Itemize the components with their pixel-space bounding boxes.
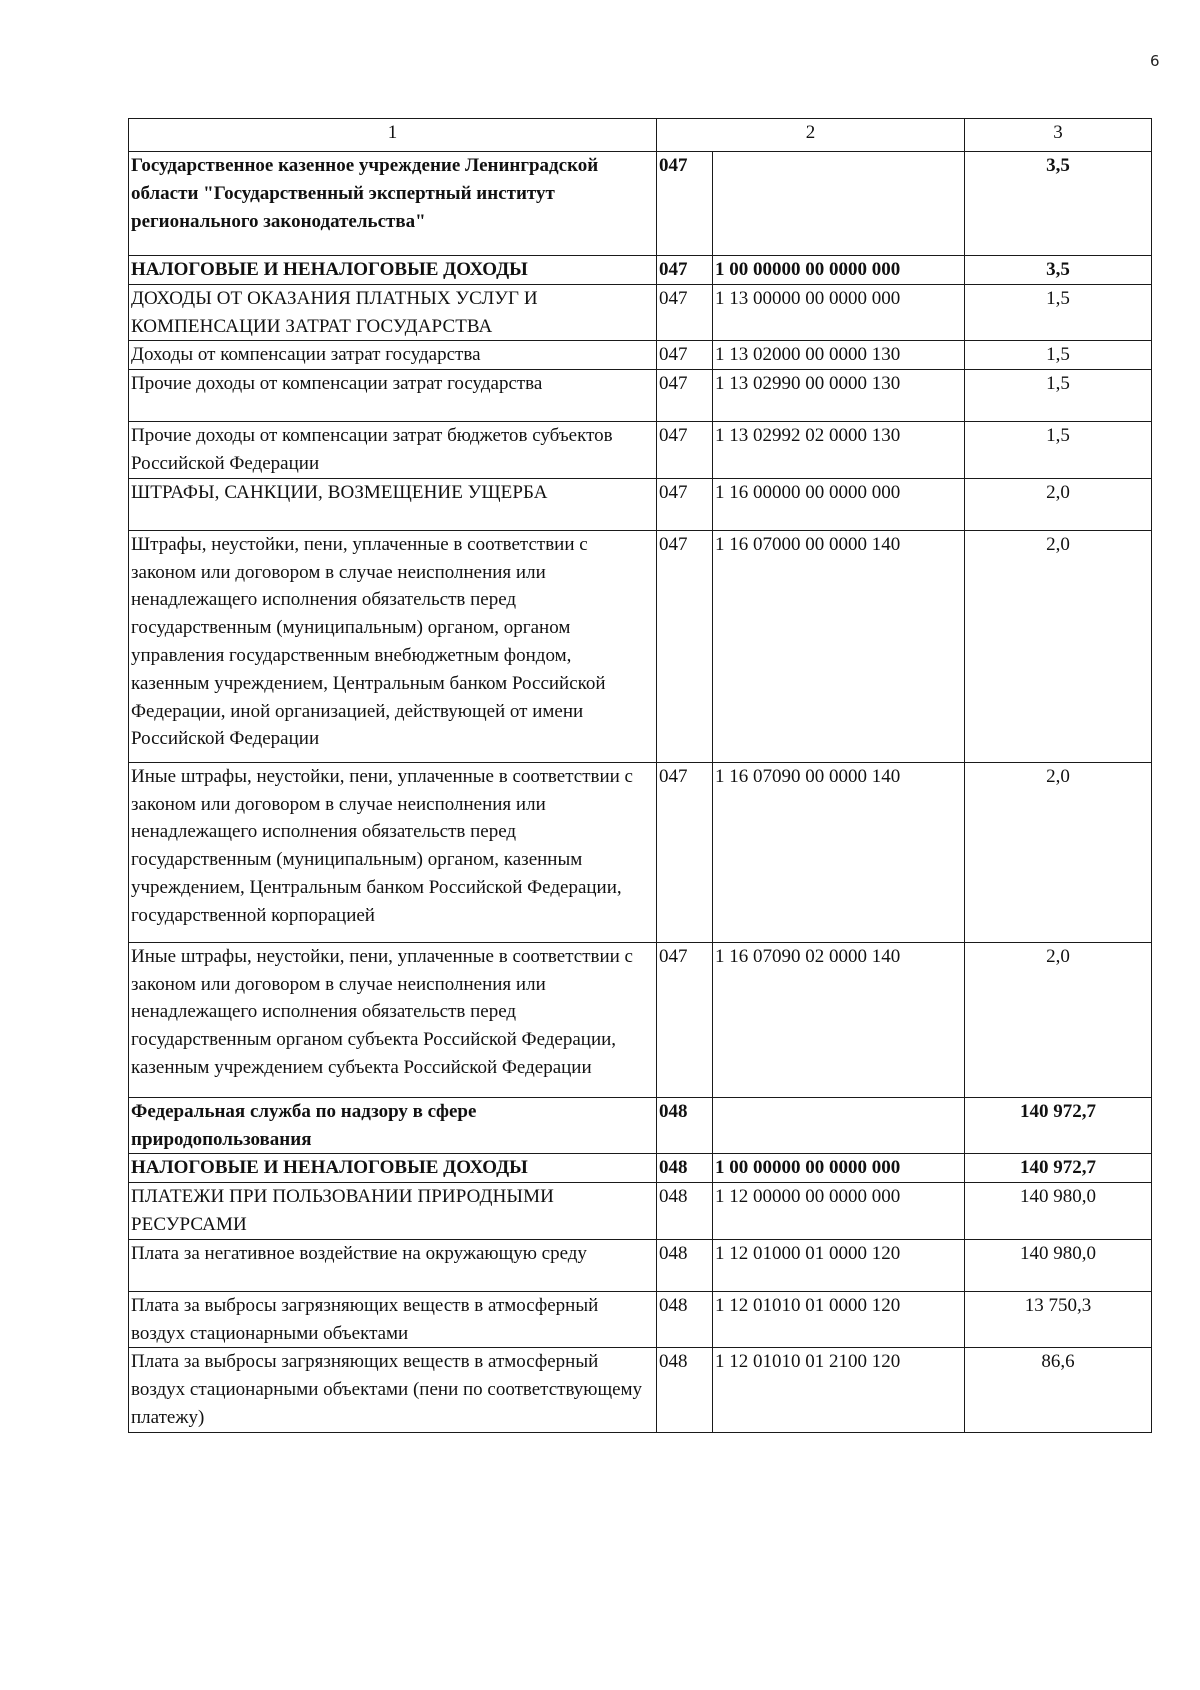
budget-classification-code-cell	[713, 1097, 965, 1154]
page-number: 6	[1150, 52, 1160, 70]
table-row	[129, 478, 1152, 530]
column-header-1: 1	[129, 119, 657, 152]
administrator-code-cell: 047	[657, 478, 713, 530]
table-row	[129, 942, 1152, 1097]
administrator-code-cell: 048	[657, 1097, 713, 1154]
amount-cell: 2,0	[965, 478, 1152, 530]
amount-cell: 140 980,0	[965, 1239, 1152, 1291]
table-row	[129, 284, 1152, 341]
budget-classification-code-cell: 1 13 02992 02 0000 130	[713, 422, 965, 479]
column-header-2: 2	[657, 119, 965, 152]
amount-cell: 2,0	[965, 530, 1152, 762]
table-row	[129, 1097, 1152, 1154]
administrator-code-cell: 047	[657, 942, 713, 1097]
budget-classification-code-cell: 1 16 07090 00 0000 140	[713, 762, 965, 942]
amount-cell: 1,5	[965, 370, 1152, 422]
budget-classification-code-cell: 1 00 00000 00 0000 000	[713, 1154, 965, 1183]
revenue-table	[128, 118, 1152, 1433]
amount-cell: 13 750,3	[965, 1291, 1152, 1348]
budget-classification-code-cell: 1 13 02990 00 0000 130	[713, 370, 965, 422]
budget-classification-code-cell: 1 12 01010 01 0000 120	[713, 1291, 965, 1348]
administrator-code-cell: 047	[657, 341, 713, 370]
table-row	[129, 1239, 1152, 1291]
revenue-name-cell: Федеральная служба по надзору в сфере природопользования	[129, 1097, 657, 1154]
amount-cell: 140 972,7	[965, 1097, 1152, 1154]
table-row	[129, 762, 1152, 942]
budget-classification-code-cell: 1 16 07090 02 0000 140	[713, 942, 965, 1097]
amount-cell: 2,0	[965, 942, 1152, 1097]
administrator-code-cell: 047	[657, 284, 713, 341]
amount-cell: 3,5	[965, 152, 1152, 256]
budget-classification-code-cell: 1 12 01000 01 0000 120	[713, 1239, 965, 1291]
table-row	[129, 1154, 1152, 1183]
administrator-code-cell: 047	[657, 530, 713, 762]
budget-classification-code-cell: 1 00 00000 00 0000 000	[713, 256, 965, 285]
amount-cell: 140 972,7	[965, 1154, 1152, 1183]
revenue-name-cell: Прочие доходы от компенсации затрат бюджетов субъектов Российской Федерации	[129, 422, 657, 479]
budget-classification-code-cell: 1 16 00000 00 0000 000	[713, 478, 965, 530]
table-row	[129, 1183, 1152, 1240]
revenue-name-cell: Штрафы, неустойки, пени, уплаченные в соответствии с законом или договором в случае неисполнения или ненадлежащего исполнения обязательств перед государственным (муниципальным) органом, органом управления государственным внебюджетным фондом, казенным учреждением, Центральным банком Российской Федерации, иной организацией, действующей от имени Российской Федерации	[129, 530, 657, 762]
table-row	[129, 370, 1152, 422]
budget-classification-code-cell: 1 13 02000 00 0000 130	[713, 341, 965, 370]
revenue-name-cell: Плата за негативное воздействие на окружающую среду	[129, 1239, 657, 1291]
table-body	[129, 119, 1152, 1433]
budget-classification-code-cell: 1 13 00000 00 0000 000	[713, 284, 965, 341]
administrator-code-cell: 048	[657, 1183, 713, 1240]
administrator-code-cell: 047	[657, 422, 713, 479]
revenue-name-cell: Государственное казенное учреждение Ленинградской области "Государственный экспертный институт регионального законодательства"	[129, 152, 657, 256]
revenue-name-cell: ПЛАТЕЖИ ПРИ ПОЛЬЗОВАНИИ ПРИРОДНЫМИ РЕСУРСАМИ	[129, 1183, 657, 1240]
revenue-name-cell: Доходы от компенсации затрат государства	[129, 341, 657, 370]
revenue-name-cell: Прочие доходы от компенсации затрат государства	[129, 370, 657, 422]
revenue-name-cell: НАЛОГОВЫЕ И НЕНАЛОГОВЫЕ ДОХОДЫ	[129, 256, 657, 285]
budget-classification-code-cell: 1 12 01010 01 2100 120	[713, 1348, 965, 1432]
table-row	[129, 341, 1152, 370]
revenue-name-cell: ДОХОДЫ ОТ ОКАЗАНИЯ ПЛАТНЫХ УСЛУГ И КОМПЕНСАЦИИ ЗАТРАТ ГОСУДАРСТВА	[129, 284, 657, 341]
budget-classification-code-cell	[713, 152, 965, 256]
revenue-name-cell: НАЛОГОВЫЕ И НЕНАЛОГОВЫЕ ДОХОДЫ	[129, 1154, 657, 1183]
administrator-code-cell: 047	[657, 152, 713, 256]
amount-cell: 140 980,0	[965, 1183, 1152, 1240]
amount-cell: 1,5	[965, 341, 1152, 370]
administrator-code-cell: 047	[657, 256, 713, 285]
table-row	[129, 256, 1152, 285]
revenue-name-cell: Плата за выбросы загрязняющих веществ в атмосферный воздух стационарными объектами	[129, 1291, 657, 1348]
amount-cell: 2,0	[965, 762, 1152, 942]
administrator-code-cell: 047	[657, 762, 713, 942]
amount-cell: 86,6	[965, 1348, 1152, 1432]
table-row	[129, 422, 1152, 479]
table-header-row	[129, 119, 1152, 152]
table-row	[129, 1348, 1152, 1432]
administrator-code-cell: 048	[657, 1154, 713, 1183]
column-header-3: 3	[965, 119, 1152, 152]
administrator-code-cell: 048	[657, 1291, 713, 1348]
administrator-code-cell: 048	[657, 1348, 713, 1432]
amount-cell: 3,5	[965, 256, 1152, 285]
budget-classification-code-cell: 1 16 07000 00 0000 140	[713, 530, 965, 762]
amount-cell: 1,5	[965, 284, 1152, 341]
revenue-name-cell: ШТРАФЫ, САНКЦИИ, ВОЗМЕЩЕНИЕ УЩЕРБА	[129, 478, 657, 530]
table-row	[129, 530, 1152, 762]
table-row	[129, 152, 1152, 256]
administrator-code-cell: 047	[657, 370, 713, 422]
budget-classification-code-cell: 1 12 00000 00 0000 000	[713, 1183, 965, 1240]
amount-cell: 1,5	[965, 422, 1152, 479]
revenue-name-cell: Иные штрафы, неустойки, пени, уплаченные в соответствии с законом или договором в случае неисполнения или ненадлежащего исполнения обязательств перед государственным (муниципальным) органом, казенным учреждением, Центральным банком Российской Федерации, государственной корпорацией	[129, 762, 657, 942]
revenue-name-cell: Плата за выбросы загрязняющих веществ в атмосферный воздух стационарными объектами (пени по соответствующему платежу)	[129, 1348, 657, 1432]
administrator-code-cell: 048	[657, 1239, 713, 1291]
revenue-name-cell: Иные штрафы, неустойки, пени, уплаченные в соответствии с законом или договором в случае неисполнения или ненадлежащего исполнения обязательств перед государственным органом субъекта Российской Федерации, казенным учреждением субъекта Российской Федерации	[129, 942, 657, 1097]
table-row	[129, 1291, 1152, 1348]
